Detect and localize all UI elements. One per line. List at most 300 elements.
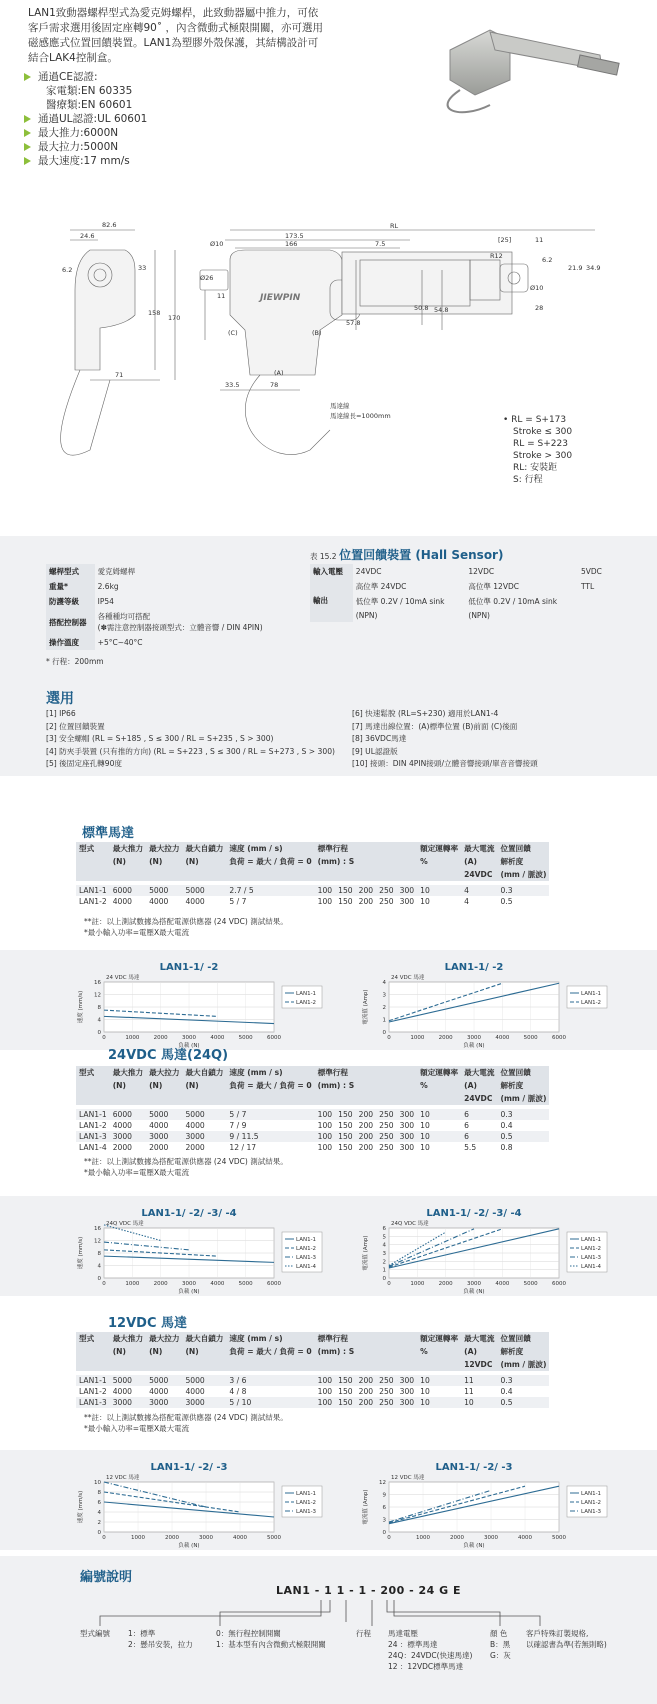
table-cell: 3000 [110,1131,146,1142]
table-cell: 5000 [146,885,182,896]
table-cell: 100 [315,1109,336,1120]
table-cell: 2000 [182,1142,226,1153]
legend-entry: LAN1-4 [296,1264,317,1270]
feature-item: 通過UL認證:UL 60601 [22,112,352,126]
table-cell: 250 [376,1386,397,1397]
table-cell: 200 [356,1131,377,1142]
table-cell: 10 [417,885,461,896]
table-cell [76,855,110,868]
table-cell: 最大電流 [461,1332,497,1345]
table-cell: (mm) : S [315,855,418,868]
x-axis-label: 負載 (N) [178,1043,200,1049]
table-cell: 200 [356,1120,377,1131]
y-tick-label: 12 [94,992,101,999]
table-cell: 200 [356,885,377,896]
motor-notes [84,1412,288,1434]
table-cell: 最大電流 [461,1066,497,1079]
table-cell [76,868,110,881]
y-axis-label: 速度 (mm/s) [78,1490,84,1524]
dim-label: 50.8 [414,304,429,312]
table-cell: 10 [417,1397,461,1408]
motor-section-title: 24VDC 馬達(24Q) [108,1048,229,1063]
dim-label: [25] [498,236,512,244]
table-cell: 100 [315,1397,336,1408]
table-cell: 3000 [182,1397,226,1408]
chart-subtitle: 24Q VDC 馬達 [106,1221,144,1227]
dim-label: 170 [168,314,181,322]
dim-label: 11 [217,292,226,300]
table-cell: % [417,1079,461,1092]
table-cell: 11 [461,1375,497,1386]
y-tick-label: 4 [97,1510,101,1516]
performance-chart [74,1460,324,1556]
table-cell: 4 [461,885,497,896]
y-tick-label: 10 [94,1480,101,1486]
table-cell: 10 [417,1120,461,1131]
feature-item: 最大拉力:5000N [22,140,352,154]
cable-length-label: 馬達線長=1000mm [330,412,391,420]
table-cell [182,868,226,881]
y-axis-label: 電流值 (Amp) [363,1489,369,1525]
x-tick-label: 3000 [467,1035,481,1041]
table-row [76,1345,549,1358]
table-cell: LAN1-2 [76,1386,110,1397]
y-tick-label: 2 [382,1259,386,1266]
table-cell [76,1092,110,1105]
table-row [76,1386,549,1397]
table-cell [110,1092,146,1105]
feature-sub: 醫療類:EN 60601 [46,99,133,111]
y-tick-label: 2 [382,1005,386,1011]
x-tick-label: 2000 [165,1535,179,1541]
legend-entry: LAN1-4 [581,1264,602,1270]
table-cell: 5000 [182,1375,226,1386]
table-cell: 4000 [182,896,226,907]
table-cell: 型式 [76,842,110,855]
x-tick-label: 4000 [495,1281,510,1287]
legend-entry: LAN1-3 [581,1255,602,1261]
table-cell: 標準行程 [315,842,418,855]
triangle-bullet-icon [24,143,31,151]
table-cell: 標準行程 [315,1066,418,1079]
table-cell: (A) [461,855,497,868]
table-cell: 300 [397,896,418,907]
table-row [76,885,549,896]
table-cell [146,868,182,881]
x-tick-label: 5000 [267,1535,281,1541]
options-left: [1] IP66 [2] 位置回饋裝置 [3] 安全螺帽 (RL = S+185 , S ≤ 300 / RL = S+235 , S > 300) [4] 防夾手裝置 (只有推的方向) (RL = S+223 , S ≤ 300 / RL = S+273 , S > 300) [5] 後固定座孔轉90度 [46,709,336,768]
legend-entry: LAN1-1 [581,1237,602,1243]
table-cell: LAN1-1 [76,1109,110,1120]
table-cell: 24VDC [461,868,497,881]
motor-spec-table [76,1066,549,1153]
table-cell [182,1358,226,1371]
x-axis-label: 負載 (N) [178,1543,200,1549]
table-cell: (N) [182,1079,226,1092]
x-tick-label: 5000 [523,1281,538,1287]
table-cell: 4000 [182,1120,226,1131]
table-cell: 3000 [182,1131,226,1142]
intro-line: LAN1致動器螺桿型式為愛克姆螺桿，此致動器屬中推力，可依 [28,7,319,19]
note-line: **註：以上測試數據為搭配電源供應器 (24 VDC) 測試結果。 [84,1413,288,1422]
table-cell: 150 [335,1120,356,1131]
table-cell: 0.3 [497,1375,549,1386]
table-row [76,1375,549,1386]
chart-subtitle: 12 VDC 馬達 [106,1475,140,1481]
table-cell: 2000 [146,1142,182,1153]
table-cell: 300 [397,885,418,896]
motor-spec-table [76,1332,549,1408]
table-cell: 12VDC [461,1358,497,1371]
legend-entry: LAN1-2 [581,1246,602,1252]
table-cell: 250 [376,1375,397,1386]
table-row [76,1066,549,1079]
intro-line: 磁感應式位置回饋裝置。LAN1為塑膠外殼保護，其結構設計可 [28,37,319,49]
x-axis-label: 負載 (N) [463,1289,485,1295]
table-cell: 4000 [146,1120,182,1131]
intro-line: 客戶需求選用後固定座轉90˚ ，內含微動式極限開關，亦可選用 [28,22,323,34]
y-tick-label: 12 [94,1238,101,1245]
table-cell: 250 [376,885,397,896]
table-cell [146,1358,182,1371]
x-tick-label: 4000 [518,1535,532,1541]
dim-label: 34.9 [586,264,601,272]
table-cell: 速度 (mm / s) [226,1066,314,1079]
table-row [76,1092,549,1105]
table-cell: 150 [335,1397,356,1408]
ordering-code: LAN1 - 1 1 - 1 - 200 - 24 G E [276,1584,462,1597]
dim-label: 24.6 [80,232,95,240]
table-cell: (mm) : S [315,1345,418,1358]
x-tick-label: 3000 [182,1281,196,1287]
motor-section-title: 12VDC 馬達 [108,1316,188,1331]
table-row [76,1142,549,1153]
table-cell: 200 [356,1109,377,1120]
x-tick-label: 0 [102,1035,106,1041]
chart-title: LAN1-1/ -2 [444,962,504,973]
table-cell: 10 [417,896,461,907]
feature-item: 通過CE認證: [22,70,352,84]
x-axis-label: 負載 (N) [463,1543,485,1549]
table-cell: 100 [315,896,336,907]
x-tick-label: 0 [387,1535,391,1541]
table-cell: 250 [376,1109,397,1120]
table-cell: 5000 [146,1375,182,1386]
table-cell: 4000 [110,896,146,907]
x-tick-label: 1000 [131,1535,145,1541]
table-row [76,1397,549,1408]
table-cell: (N) [146,855,182,868]
legend-entry: LAN1-3 [581,1509,602,1515]
table-cell: 最大自鎖力 [182,1066,226,1079]
legend-entry: LAN1-2 [581,1500,602,1506]
y-tick-label: 9 [382,1492,386,1499]
table-row [76,1131,549,1142]
note-line: *最小輸入功率=電壓X最大電流 [84,928,190,937]
table-row [76,855,549,868]
chart-title: LAN1-1/ -2/ -3 [150,1462,228,1473]
drawing-legend: • RL = S+173 Stroke ≤ 300 RL = S+223 Stroke > 300 RL: 安裝距 S: 行程 [503,415,573,485]
y-axis-label: 速度 (mm/s) [78,990,84,1024]
x-tick-label: 2000 [153,1035,168,1041]
table-cell: 5000 [146,1109,182,1120]
table-cell: 4000 [110,1386,146,1397]
y-tick-label: 3 [382,1251,386,1257]
y-tick-label: 16 [94,1226,101,1232]
dim-label: R12 [490,252,503,260]
table-cell: 100 [315,1375,336,1386]
table-cell: 最大電流 [461,842,497,855]
table-cell: (N) [182,1345,226,1358]
table-cell: 3000 [146,1397,182,1408]
y-tick-label: 0 [382,1030,386,1036]
table-cell: % [417,855,461,868]
ordering-title: 編號說明 [80,1570,133,1585]
table-cell: (N) [146,1079,182,1092]
ordering-motor: 馬達電壓 24 ：標準馬達 24Q：24VDC(快速馬達) 12 ：12VDC標準馬達 [388,1629,473,1671]
table-cell: 250 [376,1142,397,1153]
note-line: *最小輸入功率=電壓X最大電流 [84,1424,190,1433]
ordering-color: 顏 色 B：黑 G：灰 [490,1629,511,1660]
svg-text:JIEWPIN: JIEWPIN [260,293,301,303]
table-cell: 7 / 9 [226,1120,314,1131]
y-tick-label: 4 [97,1017,101,1024]
triangle-bullet-icon [24,129,31,137]
table-cell: 200 [356,1397,377,1408]
options-title: 選用 [46,691,74,707]
x-tick-label: 3000 [467,1281,481,1287]
triangle-bullet-icon [24,73,31,81]
dim-label: 54.8 [434,306,449,314]
table-cell: 10 [417,1375,461,1386]
table-cell: 250 [376,1397,397,1408]
table-cell [76,1345,110,1358]
table-cell: (mm / 脈波) [497,868,549,881]
ordering-type: 型式編號 [80,1629,110,1638]
hall-table: 輸入電壓 24VDC 12VDC 5VDC 輸出 高位準 24VDC 高位準 12VDC TTL 低位準 0.2V / 10mA sink 低位準 0.2V / 10mA sink (NPN) (NPN) [310,564,610,622]
chart-title: LAN1-1/ -2/ -3/ -4 [141,1208,237,1219]
x-tick-label: 1000 [416,1535,430,1541]
table-cell: 0.5 [497,1131,549,1142]
y-tick-label: 0 [97,1530,101,1536]
chart-title: LAN1-1/ -2/ -3 [435,1462,513,1473]
dim-label: 33 [138,264,147,272]
dim-label: RL [390,222,399,230]
table-cell: 4000 [182,1386,226,1397]
table-cell: 10 [417,1142,461,1153]
table-row [76,1109,549,1120]
x-tick-label: 1000 [125,1035,140,1041]
table-cell: 速度 (mm / s) [226,1332,314,1345]
table-cell: 最大拉力 [146,1066,182,1079]
y-tick-label: 8 [97,1490,101,1496]
table-cell: 4 / 8 [226,1386,314,1397]
y-axis-label: 電流值 (Amp) [363,989,369,1025]
x-tick-label: 5000 [552,1535,566,1541]
table-cell: 10 [461,1397,497,1408]
table-cell: (N) [110,1345,146,1358]
table-cell: 100 [315,885,336,896]
y-tick-label: 0 [382,1530,386,1536]
feature-item: 最大速度:17 mm/s [22,154,352,168]
legend-entry: LAN1-2 [296,1500,317,1506]
table-cell: (A) [461,1079,497,1092]
y-tick-label: 4 [382,980,386,986]
table-cell: 位置回饋 [497,842,549,855]
table-cell: 150 [335,1386,356,1397]
dim-label: (C) [228,329,238,337]
motor-notes [84,1156,288,1178]
table-cell [226,868,314,881]
actuator-product-image [430,10,630,120]
table-cell: 最大推力 [110,1332,146,1345]
x-tick-label: 6000 [267,1035,281,1041]
table-cell: 100 [315,1120,336,1131]
table-cell [76,1079,110,1092]
table-row [76,842,549,855]
chart-subtitle: 12 VDC 馬達 [391,1475,425,1481]
x-tick-label: 4000 [210,1281,225,1287]
x-tick-label: 5000 [238,1281,253,1287]
table-cell: 最大拉力 [146,842,182,855]
performance-chart [74,960,324,1056]
table-cell: 額定運轉率 [417,1066,461,1079]
legend-entry: LAN1-1 [296,1237,317,1243]
table-cell: 150 [335,1131,356,1142]
dim-label: 173.5 [285,232,304,240]
table-cell: (N) [182,855,226,868]
table-cell: 6 [461,1131,497,1142]
table-cell: 300 [397,1109,418,1120]
table-cell: 9 / 11.5 [226,1131,314,1142]
y-axis-label: 電流值 (Amp) [363,1235,369,1271]
table-cell: 6 [461,1109,497,1120]
table-cell: 3000 [110,1397,146,1408]
x-tick-label: 5000 [238,1035,253,1041]
table-cell: 300 [397,1386,418,1397]
table-cell: 0.3 [497,1109,549,1120]
table-cell: 24VDC [461,1092,497,1105]
table-cell: LAN1-1 [76,1375,110,1386]
dim-label: (A) [274,369,284,377]
x-tick-label: 2000 [438,1035,453,1041]
table-cell: 10 [417,1386,461,1397]
ordering-brackets [90,1598,610,1628]
table-cell: LAN1-3 [76,1131,110,1142]
triangle-bullet-icon [24,157,31,165]
table-cell: (A) [461,1345,497,1358]
table-cell: (mm / 脈波) [497,1358,549,1371]
x-tick-label: 0 [102,1281,106,1287]
table-cell: 0.5 [497,1397,549,1408]
spec-footnote: * 行程：200mm [46,657,104,666]
x-tick-label: 2000 [438,1281,453,1287]
y-tick-label: 16 [94,980,101,986]
table-cell: (mm / 脈波) [497,1092,549,1105]
x-tick-label: 1000 [410,1035,425,1041]
table-cell: % [417,1345,461,1358]
dim-label: 57.8 [346,319,361,327]
y-tick-label: 6 [382,1505,386,1511]
table-cell: 200 [356,1142,377,1153]
table-cell: LAN1-4 [76,1142,110,1153]
table-row [76,1358,549,1371]
dim-label: 166 [285,240,298,248]
dim-label: Ø26 [200,274,214,282]
dim-label: 6.2 [542,256,553,264]
table-cell: 10 [417,1131,461,1142]
table-cell: 0.3 [497,885,549,896]
table-cell [110,1358,146,1371]
x-tick-label: 6000 [552,1281,566,1287]
x-tick-label: 6000 [267,1281,281,1287]
table-cell [315,1092,418,1105]
table-cell: 300 [397,1142,418,1153]
spec-table: 螺桿型式 愛克姆螺桿 重量* 2.6kg 防護等級 IP54 搭配控制器 各種種均可搭配 (✽需注意控制器接頭型式：立體音響 / DIN 4PIN) 操作溫度 +5°C~40°C [46,564,286,650]
table-cell: 150 [335,896,356,907]
table-cell: 負荷 = 最大 / 負荷 = 0 [226,1345,314,1358]
table-row [76,1332,549,1345]
y-axis-label: 速度 (mm/s) [78,1236,84,1270]
table-cell [315,868,418,881]
table-cell: 300 [397,1397,418,1408]
table-cell: 額定運轉率 [417,842,461,855]
table-cell: 最大自鎖力 [182,842,226,855]
ordering-type-options: 1：標準 2：懸吊安裝，拉力 [128,1629,193,1649]
table-cell [182,1092,226,1105]
table-cell [417,1092,461,1105]
table-cell: 150 [335,1375,356,1386]
table-cell: 負荷 = 最大 / 負荷 = 0 [226,855,314,868]
y-tick-label: 0 [382,1276,386,1282]
table-cell: (N) [146,1345,182,1358]
table-cell [76,1358,110,1371]
table-cell: 5.5 [461,1142,497,1153]
triangle-bullet-icon [24,115,31,123]
dim-label: 6.2 [62,266,73,274]
chart-title: LAN1-1/ -2/ -3/ -4 [426,1208,522,1219]
table-cell [146,1092,182,1105]
table-cell [110,868,146,881]
chart-subtitle: 24 VDC 馬達 [106,975,140,981]
dim-label: (B) [312,329,322,337]
table-cell: 150 [335,1109,356,1120]
table-cell [315,1358,418,1371]
x-tick-label: 4000 [210,1035,225,1041]
legend-entry: LAN1-2 [581,1000,602,1006]
table-cell: 標準行程 [315,1332,418,1345]
x-tick-label: 4000 [233,1535,247,1541]
y-tick-label: 6 [97,1500,101,1506]
x-tick-label: 0 [387,1035,391,1041]
y-tick-label: 0 [97,1030,101,1036]
table-cell: 5 / 7 [226,1109,314,1120]
table-cell: 100 [315,1131,336,1142]
table-cell: 12 / 17 [226,1142,314,1153]
legend-entry: LAN1-3 [296,1255,317,1261]
table-cell [417,1358,461,1371]
table-cell: 0.8 [497,1142,549,1153]
table-cell: 0.4 [497,1120,549,1131]
plot-area [104,1482,274,1532]
dim-label: 33.5 [225,381,240,389]
x-tick-label: 4000 [495,1035,510,1041]
table-cell: LAN1-2 [76,1120,110,1131]
options-right: [6] 快速鬆脫 (RL=S+230) 適用於LAN1-4 [7] 馬達出線位置：(A)標準位置 (B)前面 (C)後面 [8] 36VDC馬達 [9] UL認證版 [10] 接頭：DIN 4PIN接頭/立體音響接頭/單音音響接頭 [352,709,538,768]
performance-chart [359,1460,609,1556]
table-cell: 2000 [110,1142,146,1153]
table-cell: 0.4 [497,1386,549,1397]
